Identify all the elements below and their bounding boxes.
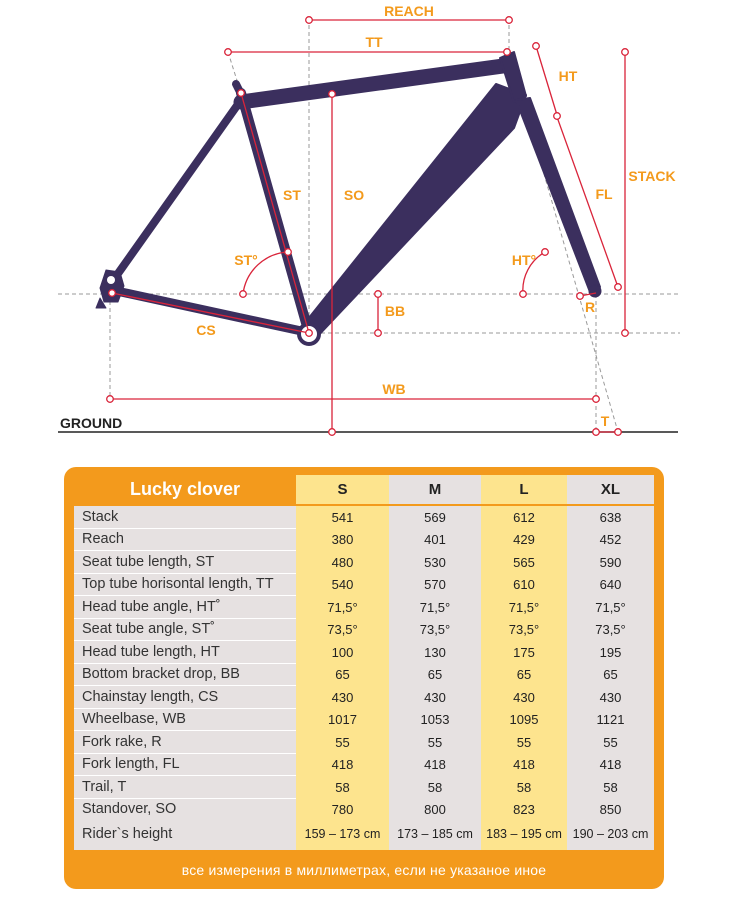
cell-s: 1017 [296, 709, 389, 732]
stack-label: STACK [628, 168, 676, 184]
units-footnote: все измерения в миллиметрах, если не указаное иное [181, 862, 547, 878]
cell-l: 175 [481, 641, 567, 664]
cell-m: 430 [389, 686, 481, 709]
rider-height-row [74, 817, 654, 850]
cell-xl: 430 [567, 686, 654, 709]
cell-l: 429 [481, 529, 567, 552]
so-label: SO [343, 187, 365, 203]
rider-height-xl: 190 – 203 cm [567, 817, 654, 850]
st-label: ST [283, 187, 301, 203]
row-label: Seat tube angle, ST˚ [74, 619, 296, 642]
cell-l: 612 [481, 506, 567, 529]
table-row [74, 731, 654, 754]
seat-stay [112, 100, 241, 282]
cell-l: 418 [481, 754, 567, 777]
table-row [74, 506, 654, 529]
ht-angle-label: HT° [511, 252, 537, 268]
cell-xl: 452 [567, 529, 654, 552]
table-row [74, 596, 654, 619]
down-tube [308, 84, 526, 338]
cell-l: 73,5° [481, 619, 567, 642]
rear-dropout [100, 270, 124, 302]
ground-label: GROUND [60, 415, 123, 431]
row-label: Fork length, FL [74, 754, 296, 777]
fl-label: FL [595, 186, 613, 202]
table-row [74, 641, 654, 664]
cell-l: 823 [481, 799, 567, 822]
top-tube [241, 65, 510, 102]
table-row [74, 574, 654, 597]
cell-xl: 55 [567, 731, 654, 754]
rider-height-l: 183 – 195 cm [481, 817, 567, 850]
row-label: Chainstay length, CS [74, 686, 296, 709]
cell-m: 71,5° [389, 596, 481, 619]
tt-label: TT [365, 34, 383, 50]
row-label: Top tube horisontal length, TT [74, 574, 296, 597]
table-row [74, 619, 654, 642]
cell-xl: 1121 [567, 709, 654, 732]
cell-m: 73,5° [389, 619, 481, 642]
row-label: Trail, T [74, 776, 296, 799]
reach-label: REACH [384, 3, 434, 19]
row-label: Fork rake, R [74, 731, 296, 754]
cell-s: 540 [296, 574, 389, 597]
row-label: Stack [74, 506, 296, 529]
st-angle-label: ST° [234, 252, 258, 268]
cell-xl: 590 [567, 551, 654, 574]
cell-xl: 73,5° [567, 619, 654, 642]
table-row [74, 529, 654, 552]
table-body [74, 506, 654, 821]
row-label: Bottom bracket drop, BB [74, 664, 296, 687]
front-dropout [589, 285, 601, 297]
cell-s: 418 [296, 754, 389, 777]
st-dimension [241, 93, 309, 333]
cell-l: 55 [481, 731, 567, 754]
table-header-row [74, 475, 654, 504]
cell-l: 610 [481, 574, 567, 597]
cell-s: 780 [296, 799, 389, 822]
cell-s: 73,5° [296, 619, 389, 642]
rider-height-s: 159 – 173 cm [296, 817, 389, 850]
row-label: Head tube angle, HT˚ [74, 596, 296, 619]
cell-s: 480 [296, 551, 389, 574]
cell-m: 530 [389, 551, 481, 574]
cell-m: 418 [389, 754, 481, 777]
cell-l: 565 [481, 551, 567, 574]
size-xl-header: XL [567, 475, 654, 504]
cell-xl: 71,5° [567, 596, 654, 619]
cell-m: 65 [389, 664, 481, 687]
table-row [74, 754, 654, 777]
row-label: Reach [74, 529, 296, 552]
wb-label: WB [382, 381, 406, 397]
cs-label: CS [196, 322, 216, 338]
cell-xl: 65 [567, 664, 654, 687]
table-row [74, 664, 654, 687]
r-label: R [584, 299, 596, 315]
cell-s: 58 [296, 776, 389, 799]
cell-m: 401 [389, 529, 481, 552]
cell-s: 541 [296, 506, 389, 529]
cell-xl: 850 [567, 799, 654, 822]
table-row [74, 776, 654, 799]
cell-m: 570 [389, 574, 481, 597]
cell-s: 380 [296, 529, 389, 552]
cell-m: 55 [389, 731, 481, 754]
row-label: Head tube length, HT [74, 641, 296, 664]
cell-l: 430 [481, 686, 567, 709]
cell-l: 1095 [481, 709, 567, 732]
cell-s: 100 [296, 641, 389, 664]
table-row [74, 686, 654, 709]
bb-label: BB [384, 303, 406, 319]
cell-s: 55 [296, 731, 389, 754]
cell-l: 58 [481, 776, 567, 799]
geometry-table [64, 467, 664, 889]
rider-height-m: 173 – 185 cm [389, 817, 481, 850]
cell-xl: 418 [567, 754, 654, 777]
rider-height-label: Rider`s height [74, 817, 296, 850]
cell-s: 65 [296, 664, 389, 687]
cell-m: 800 [389, 799, 481, 822]
size-l-header: L [481, 475, 567, 504]
cell-m: 130 [389, 641, 481, 664]
ht-dimension [536, 46, 557, 115]
cell-m: 1053 [389, 709, 481, 732]
table-row [74, 551, 654, 574]
t-label: T [600, 413, 610, 429]
table-row [74, 709, 654, 732]
model-name: Lucky clover [129, 479, 241, 499]
cell-m: 569 [389, 506, 481, 529]
cell-xl: 638 [567, 506, 654, 529]
cell-m: 58 [389, 776, 481, 799]
cell-xl: 195 [567, 641, 654, 664]
cell-xl: 58 [567, 776, 654, 799]
cell-s: 71,5° [296, 596, 389, 619]
ht-label: HT [558, 68, 578, 84]
size-m-header: M [389, 475, 481, 504]
cell-xl: 640 [567, 574, 654, 597]
rear-dropout-hole [107, 276, 115, 284]
cell-l: 71,5° [481, 596, 567, 619]
row-label: Seat tube length, ST [74, 551, 296, 574]
row-label: Standover, SO [74, 799, 296, 822]
row-label: Wheelbase, WB [74, 709, 296, 732]
cell-l: 65 [481, 664, 567, 687]
size-s-header: S [296, 475, 389, 504]
cell-s: 430 [296, 686, 389, 709]
